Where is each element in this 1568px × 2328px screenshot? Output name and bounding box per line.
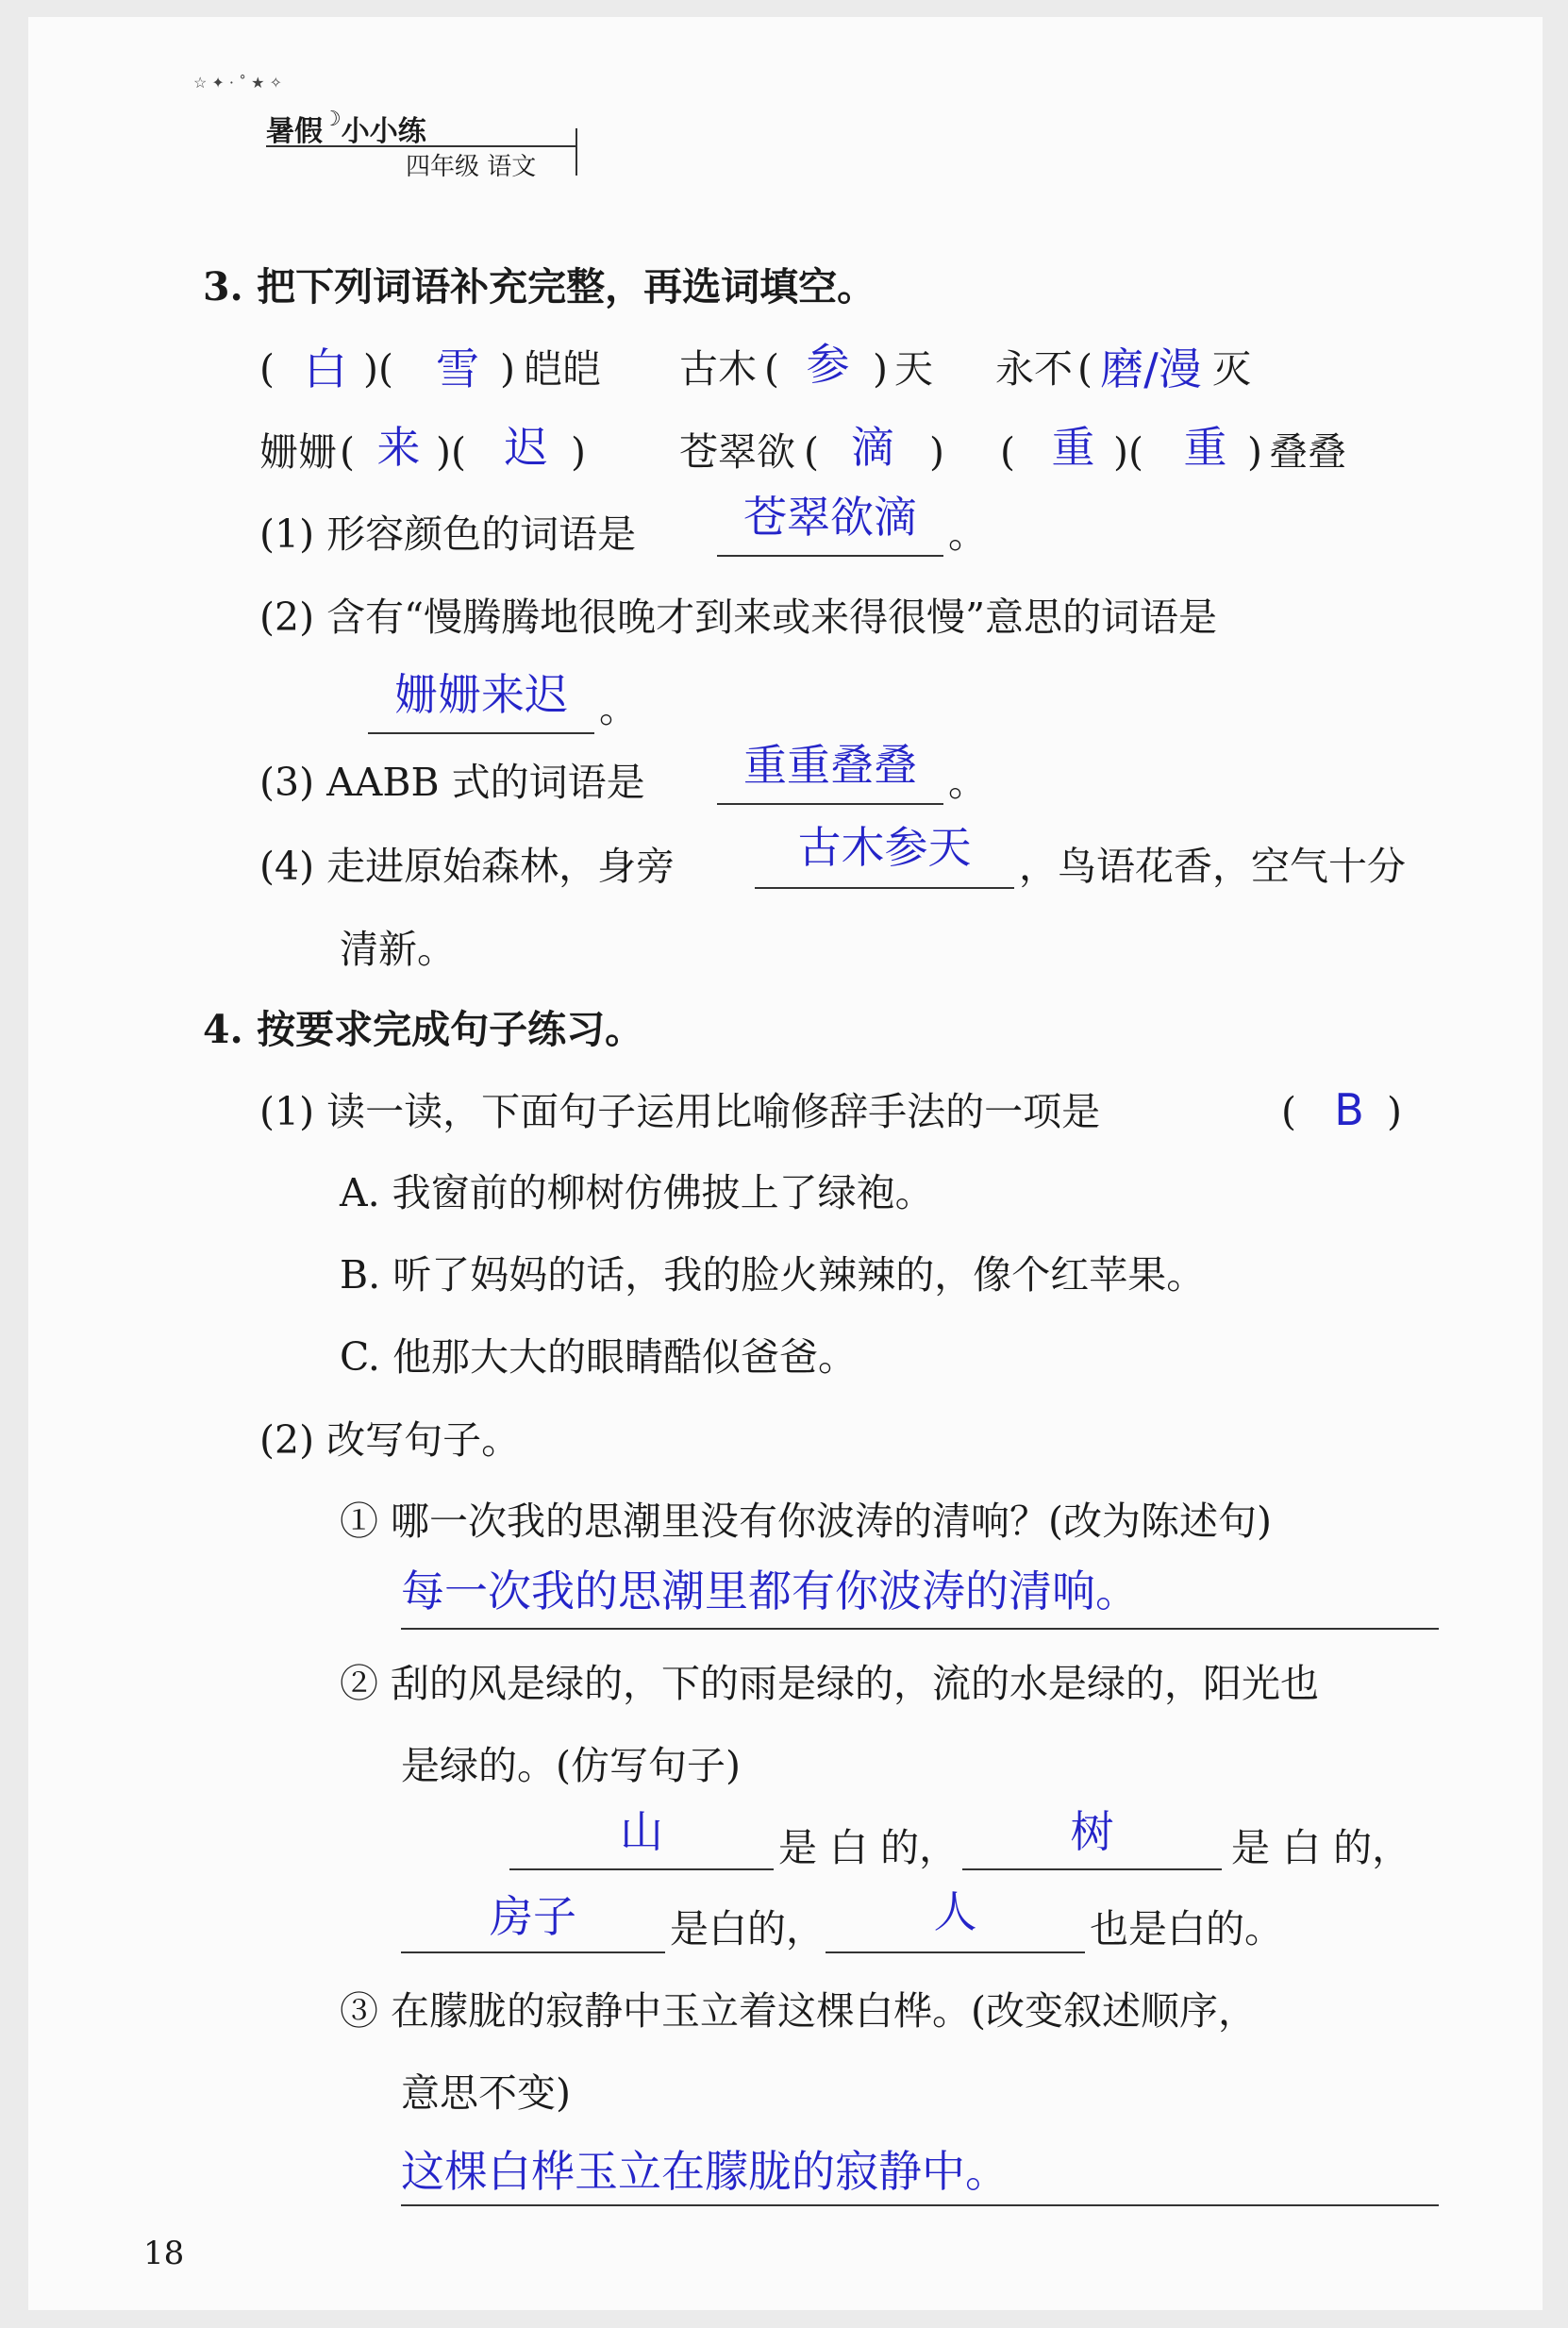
q3-sub3-blank bbox=[717, 803, 943, 805]
q3-sub2-end: 。 bbox=[599, 686, 638, 731]
header-vertical-bar bbox=[575, 128, 577, 176]
q3-sub3-label: (3) AABB 式的词语是 bbox=[259, 760, 645, 805]
q4-p2-item3-answer: 这棵白桦玉立在朦胧的寂静中。 bbox=[401, 2146, 1009, 2197]
page-number: 18 bbox=[143, 2235, 185, 2272]
header-title-a: 暑假 bbox=[266, 115, 323, 148]
q4-p2-item2-blank-1 bbox=[509, 1868, 774, 1870]
q4-p2-item2-suffix-2: 是 白 的， bbox=[1231, 1825, 1411, 1870]
q4-p2-item2-answer-2: 树 bbox=[1070, 1806, 1114, 1857]
q4-p2-item3-text2: 意思不变) bbox=[401, 2070, 571, 2116]
q3-sub3-end: 。 bbox=[948, 760, 987, 805]
q4-p2-item3-text1: ③ 在朦胧的寂静中玉立着这棵白桦。(改变叙述顺序， bbox=[340, 1988, 1258, 2034]
q3-row2-paren-7: )( bbox=[1113, 429, 1143, 475]
q3-row1-answer-1: 白 bbox=[304, 343, 347, 394]
q4-p1-answer: B bbox=[1334, 1084, 1364, 1135]
q3-row2-paren-2: )( bbox=[436, 429, 466, 475]
q3-sub2-answer: 姗姗来迟 bbox=[394, 669, 568, 720]
q4-p2-item2-answer-3: 房子 bbox=[490, 1891, 576, 1942]
q3-row1-word3-suffix: 灭 bbox=[1212, 346, 1251, 392]
q4-p1-paren-open: ( bbox=[1281, 1089, 1296, 1134]
q4-heading: 4. 按要求完成句子练习。 bbox=[203, 1007, 644, 1052]
q3-row2-paren-3: ) bbox=[571, 429, 586, 475]
q4-p2-item2-text1: ② 刮的风是绿的，下的雨是绿的，流的水是绿的，阳光也 bbox=[340, 1661, 1320, 1706]
q3-sub4-answer: 古木参天 bbox=[797, 822, 972, 873]
q3-row2-word1-prefix: 姗姗 bbox=[259, 429, 337, 475]
q3-sub1-blank bbox=[717, 555, 943, 557]
q3-row2-answer-3: 滴 bbox=[851, 422, 894, 473]
q4-p1-label: (1) 读一读，下面句子运用比喻修辞手法的一项是 bbox=[259, 1089, 1101, 1134]
star-decoration-icon: ☆ ✦ · ˚ ★ ✧ bbox=[193, 74, 283, 92]
q3-heading: 3. 把下列词语补充完整，再选词填空。 bbox=[203, 264, 876, 310]
q3-row2-paren-4: ( bbox=[804, 429, 819, 475]
q3-sub1-answer: 苍翠欲滴 bbox=[743, 492, 917, 543]
q4-p2-item1-text: ① 哪一次我的思潮里没有你波涛的清响？(改为陈述句) bbox=[340, 1499, 1273, 1544]
q4-p2-item2-answer-1: 山 bbox=[620, 1806, 663, 1857]
header-subtitle: 四年级 语文 bbox=[406, 153, 537, 181]
q3-row1-paren-4: ( bbox=[764, 346, 779, 392]
q3-row1-answer-2: 雪 bbox=[436, 343, 479, 394]
q4-p2-item1-line bbox=[401, 1628, 1439, 1630]
q3-row2-answer-1: 来 bbox=[376, 422, 421, 473]
q3-row1-answer-4: 磨/漫 bbox=[1100, 343, 1202, 394]
q3-sub3-answer: 重重叠叠 bbox=[743, 740, 917, 791]
q4-p1-option-c: C. 他那大大的眼睛酷似爸爸。 bbox=[340, 1334, 857, 1380]
q3-row1-word1-suffix: 皑皑 bbox=[524, 346, 601, 392]
q3-row1-answer-3: 参 bbox=[806, 339, 850, 390]
q3-row2-paren-8: ) bbox=[1247, 429, 1262, 475]
q4-p1-option-b: B. 听了妈妈的话，我的脸火辣辣的，像个红苹果。 bbox=[340, 1252, 1206, 1298]
q4-p1-paren-close: ) bbox=[1387, 1089, 1402, 1134]
q3-row1-paren-1: ( bbox=[259, 346, 275, 392]
q3-sub4-after: ，鸟语花香，空气十分 bbox=[1019, 844, 1406, 889]
q4-p2-item2-blank-4 bbox=[826, 1951, 1085, 1953]
q3-row1-paren-2: )( bbox=[363, 346, 393, 392]
q4-p2-item2-suffix-4: 也是白的。 bbox=[1090, 1906, 1283, 1951]
q4-p2-item2-blank-2 bbox=[962, 1868, 1222, 1870]
q3-row2-word3-suffix: 叠叠 bbox=[1269, 429, 1346, 475]
q4-p2-item3-line bbox=[401, 2204, 1439, 2206]
q4-p2-item2-text2: 是绿的。(仿写句子) bbox=[401, 1743, 741, 1788]
q3-row1-word2-suffix: 天 bbox=[894, 346, 933, 392]
q4-p1-option-a: A. 我窗前的柳树仿佛披上了绿袍。 bbox=[340, 1170, 934, 1215]
q3-row2-paren-1: ( bbox=[340, 429, 355, 475]
header-title bbox=[266, 108, 426, 149]
q3-sub4-continuation: 清新。 bbox=[340, 927, 456, 972]
q4-p2-item2-blank-3 bbox=[401, 1951, 665, 1953]
moon-icon: ☽ bbox=[323, 108, 342, 131]
q4-p2-item2-suffix-1: 是 白 的， bbox=[778, 1825, 959, 1870]
q3-sub1-end: 。 bbox=[948, 511, 987, 557]
q3-row1-paren-3: ) bbox=[500, 346, 515, 392]
q4-p2-item2-answer-4: 人 bbox=[933, 1886, 977, 1937]
q3-row1-paren-6: ( bbox=[1077, 346, 1093, 392]
q3-row1-paren-5: ) bbox=[873, 346, 888, 392]
q3-row1-word3-prefix: 永不 bbox=[995, 346, 1073, 392]
q4-p2-item1-answer: 每一次我的思潮里都有你波涛的清响。 bbox=[401, 1566, 1139, 1616]
q3-sub2-label: (2) 含有“慢腾腾地很晚才到来或来得很慢”意思的词语是 bbox=[259, 595, 1218, 640]
q4-p2-label: (2) 改写句子。 bbox=[259, 1417, 521, 1463]
q3-row2-answer-2: 迟 bbox=[504, 422, 548, 473]
q3-row2-word2-prefix: 苍翠欲 bbox=[679, 429, 795, 475]
q3-row2-paren-6: ( bbox=[1000, 429, 1015, 475]
q3-sub2-blank bbox=[368, 732, 594, 734]
q3-row1-word2-prefix: 古木 bbox=[679, 346, 757, 392]
q3-sub4-blank bbox=[755, 887, 1014, 889]
header-title-b: 小小练 bbox=[341, 115, 426, 148]
worksheet-page bbox=[28, 17, 1543, 2310]
q3-sub4-label: (4) 走进原始森林，身旁 bbox=[259, 844, 676, 889]
q3-sub1-label: (1) 形容颜色的词语是 bbox=[259, 511, 637, 557]
q3-row2-paren-5: ) bbox=[929, 429, 944, 475]
q4-p2-item2-suffix-3: 是白的， bbox=[670, 1906, 825, 1951]
q3-row2-answer-5: 重 bbox=[1183, 422, 1227, 473]
q3-row2-answer-4: 重 bbox=[1051, 422, 1095, 473]
